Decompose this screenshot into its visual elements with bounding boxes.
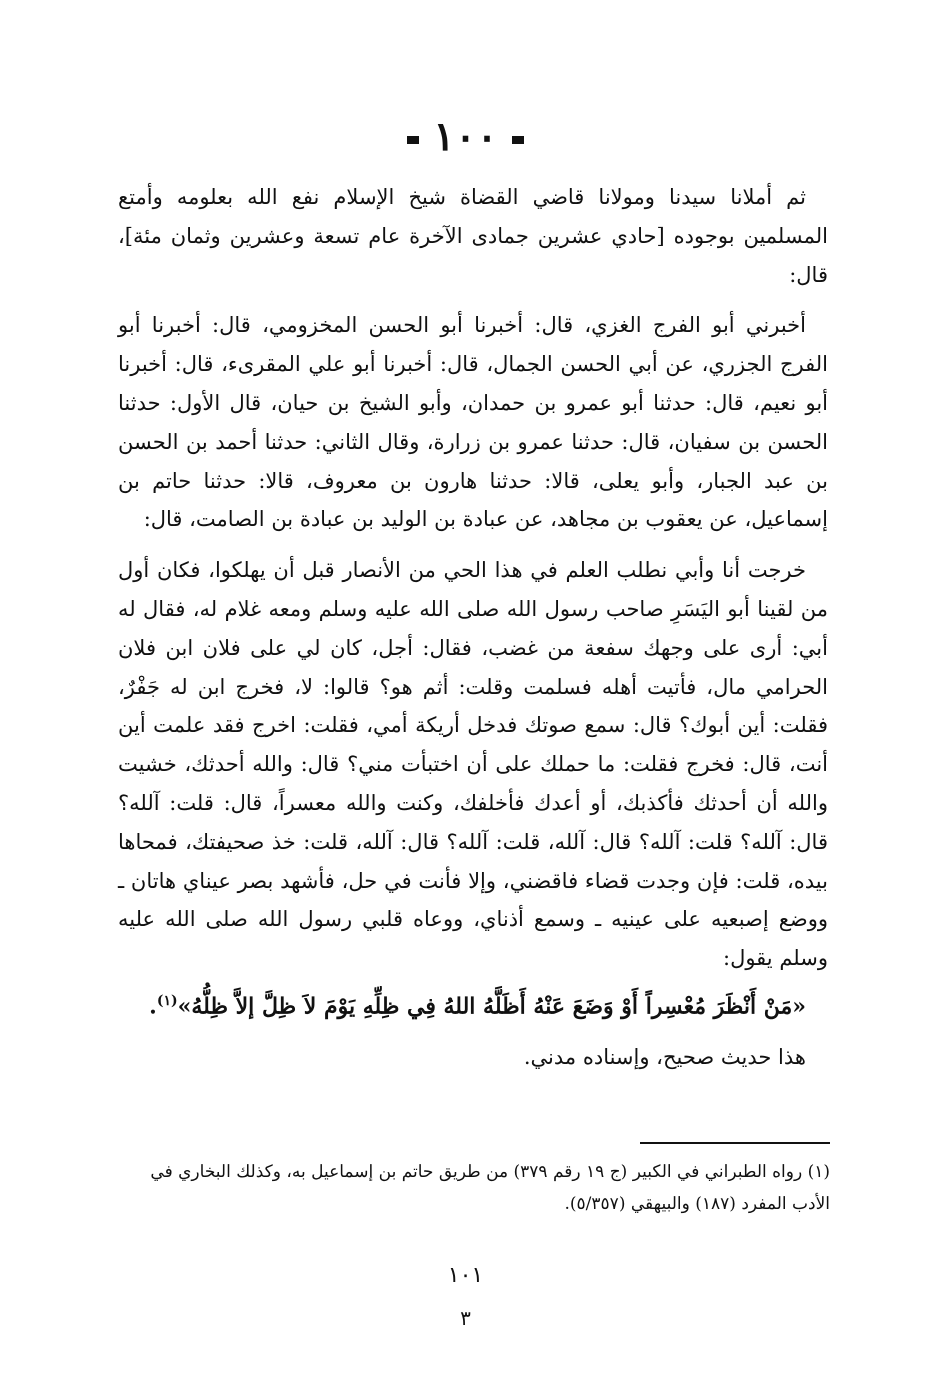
heading-page-number: ١٠٠ (433, 113, 498, 160)
heading-dash-left (407, 136, 419, 144)
hadith-end: . (149, 993, 157, 1020)
footnote-text: (١) رواه الطبراني في الكبير (ج ١٩ رقم ٣٧٩) من طريق حاتم بن إسماعيل به، وكذلك البخاري في الأدب المفرد (١٨٧) والبيهقي (٥/٣٥٧). (150, 1162, 830, 1214)
heading-dash-right (512, 136, 524, 144)
verdict-paragraph: هذا حديث صحيح، وإسناده مدني. (523, 1045, 806, 1070)
footnote-marker: (١) (156, 992, 178, 1009)
isnad-paragraph: أخبرني أبو الفرج الغزي، قال: أخبرنا أبو الحسن المخزومي، قال: أخبرنا أبو الفرج الجزري، عن أبي الحسن الجمال، قال: أخبرنا أبو علي المقرىء، قال: أخبرنا أبو نعيم، قال: حدثنا أبو عمرو بن حمدان، وأبو الشيخ بن حيان، قال الأول: حدثنا الحسن بن سفيان، قال: حدثنا عمرو بن زرارة، وقال الثاني: حدثنا أحمد بن الحسن بن عبد الجبار، وأبو يعلى، قالا: حدثنا هارون بن معروف، قالا: حدثنا حاتم بن إسماعيل، عن يعقوب بن مجاهد، عن عبادة بن الوليد بن عبادة بن الصامت، قال: (118, 313, 828, 532)
footer-page-number: ١٠١ (447, 1263, 484, 1288)
narration-paragraph: خرجت أنا وأبي نطلب العلم في هذا الحي من الأنصار قبل أن يهلكوا، فكان أول من لقينا أبو اليَسَرِ صاحب رسول الله صلى الله عليه وسلم ومعه غلام له، فقال له أبي: أرى على وجهك سفعة من غضب، فقال: أجل، كان لي على فلان ابن فلان الحرامي مال، فأتيت أهله فسلمت وقلت: أثم هو؟ قالوا: لا، فخرج ابن له جَفْرٌ، فقلت: أين أبوك؟ قال: سمع صوتك فدخل أريكة أمي، فقلت: اخرج فقد علمت أين أنت، قال: فخرج فقلت: ما حملك على أن اختبأت مني؟ قال: والله أحدثك، خشيت والله أن أحدثك فأكذبك، أو أعدك فأخلفك، وكنت والله معسراً، قال: قلت: آلله؟ قال: آلله؟ قلت: آلله؟ قال: آلله، قلت: آلله؟ قال: آلله، قلت: خذ صحيفتك، فمحاها بيده، قلت: فإن وجدت قضاء فاقضني، وإلا فأنت في حل، فأشهد بصر عيناي هاتان ـ ووضع إصبعيه على عينيه ـ وسمع أذناي، ووعاه قلبي رسول الله صلى الله عليه وسلم يقول: (118, 558, 828, 971)
signature-mark: ٣ (460, 1306, 471, 1330)
footnote (118, 1156, 830, 1220)
footnote-divider (640, 1142, 830, 1144)
intro-paragraph: ثم أملانا سيدنا ومولانا قاضي القضاة شيخ الإسلام نفع الله بعلومه وأمتع المسلمين بوجوده [حادي عشرين جمادى الآخرة عام تسعة وعشرين وثمان مئة]، قال: (118, 185, 828, 287)
hadith-quote (118, 982, 828, 1026)
main-text (118, 178, 828, 1077)
page-heading (0, 112, 931, 162)
hadith-text: «مَنْ أَنْظَرَ مُعْسِراً أَوْ وَضَعَ عَنْهُ أَظَلَّهُ اللهُ فِي ظِلِّهِ يَوْمَ لاَ ظِلَّ إلاَّ ظِلُّهُ» (177, 993, 806, 1020)
